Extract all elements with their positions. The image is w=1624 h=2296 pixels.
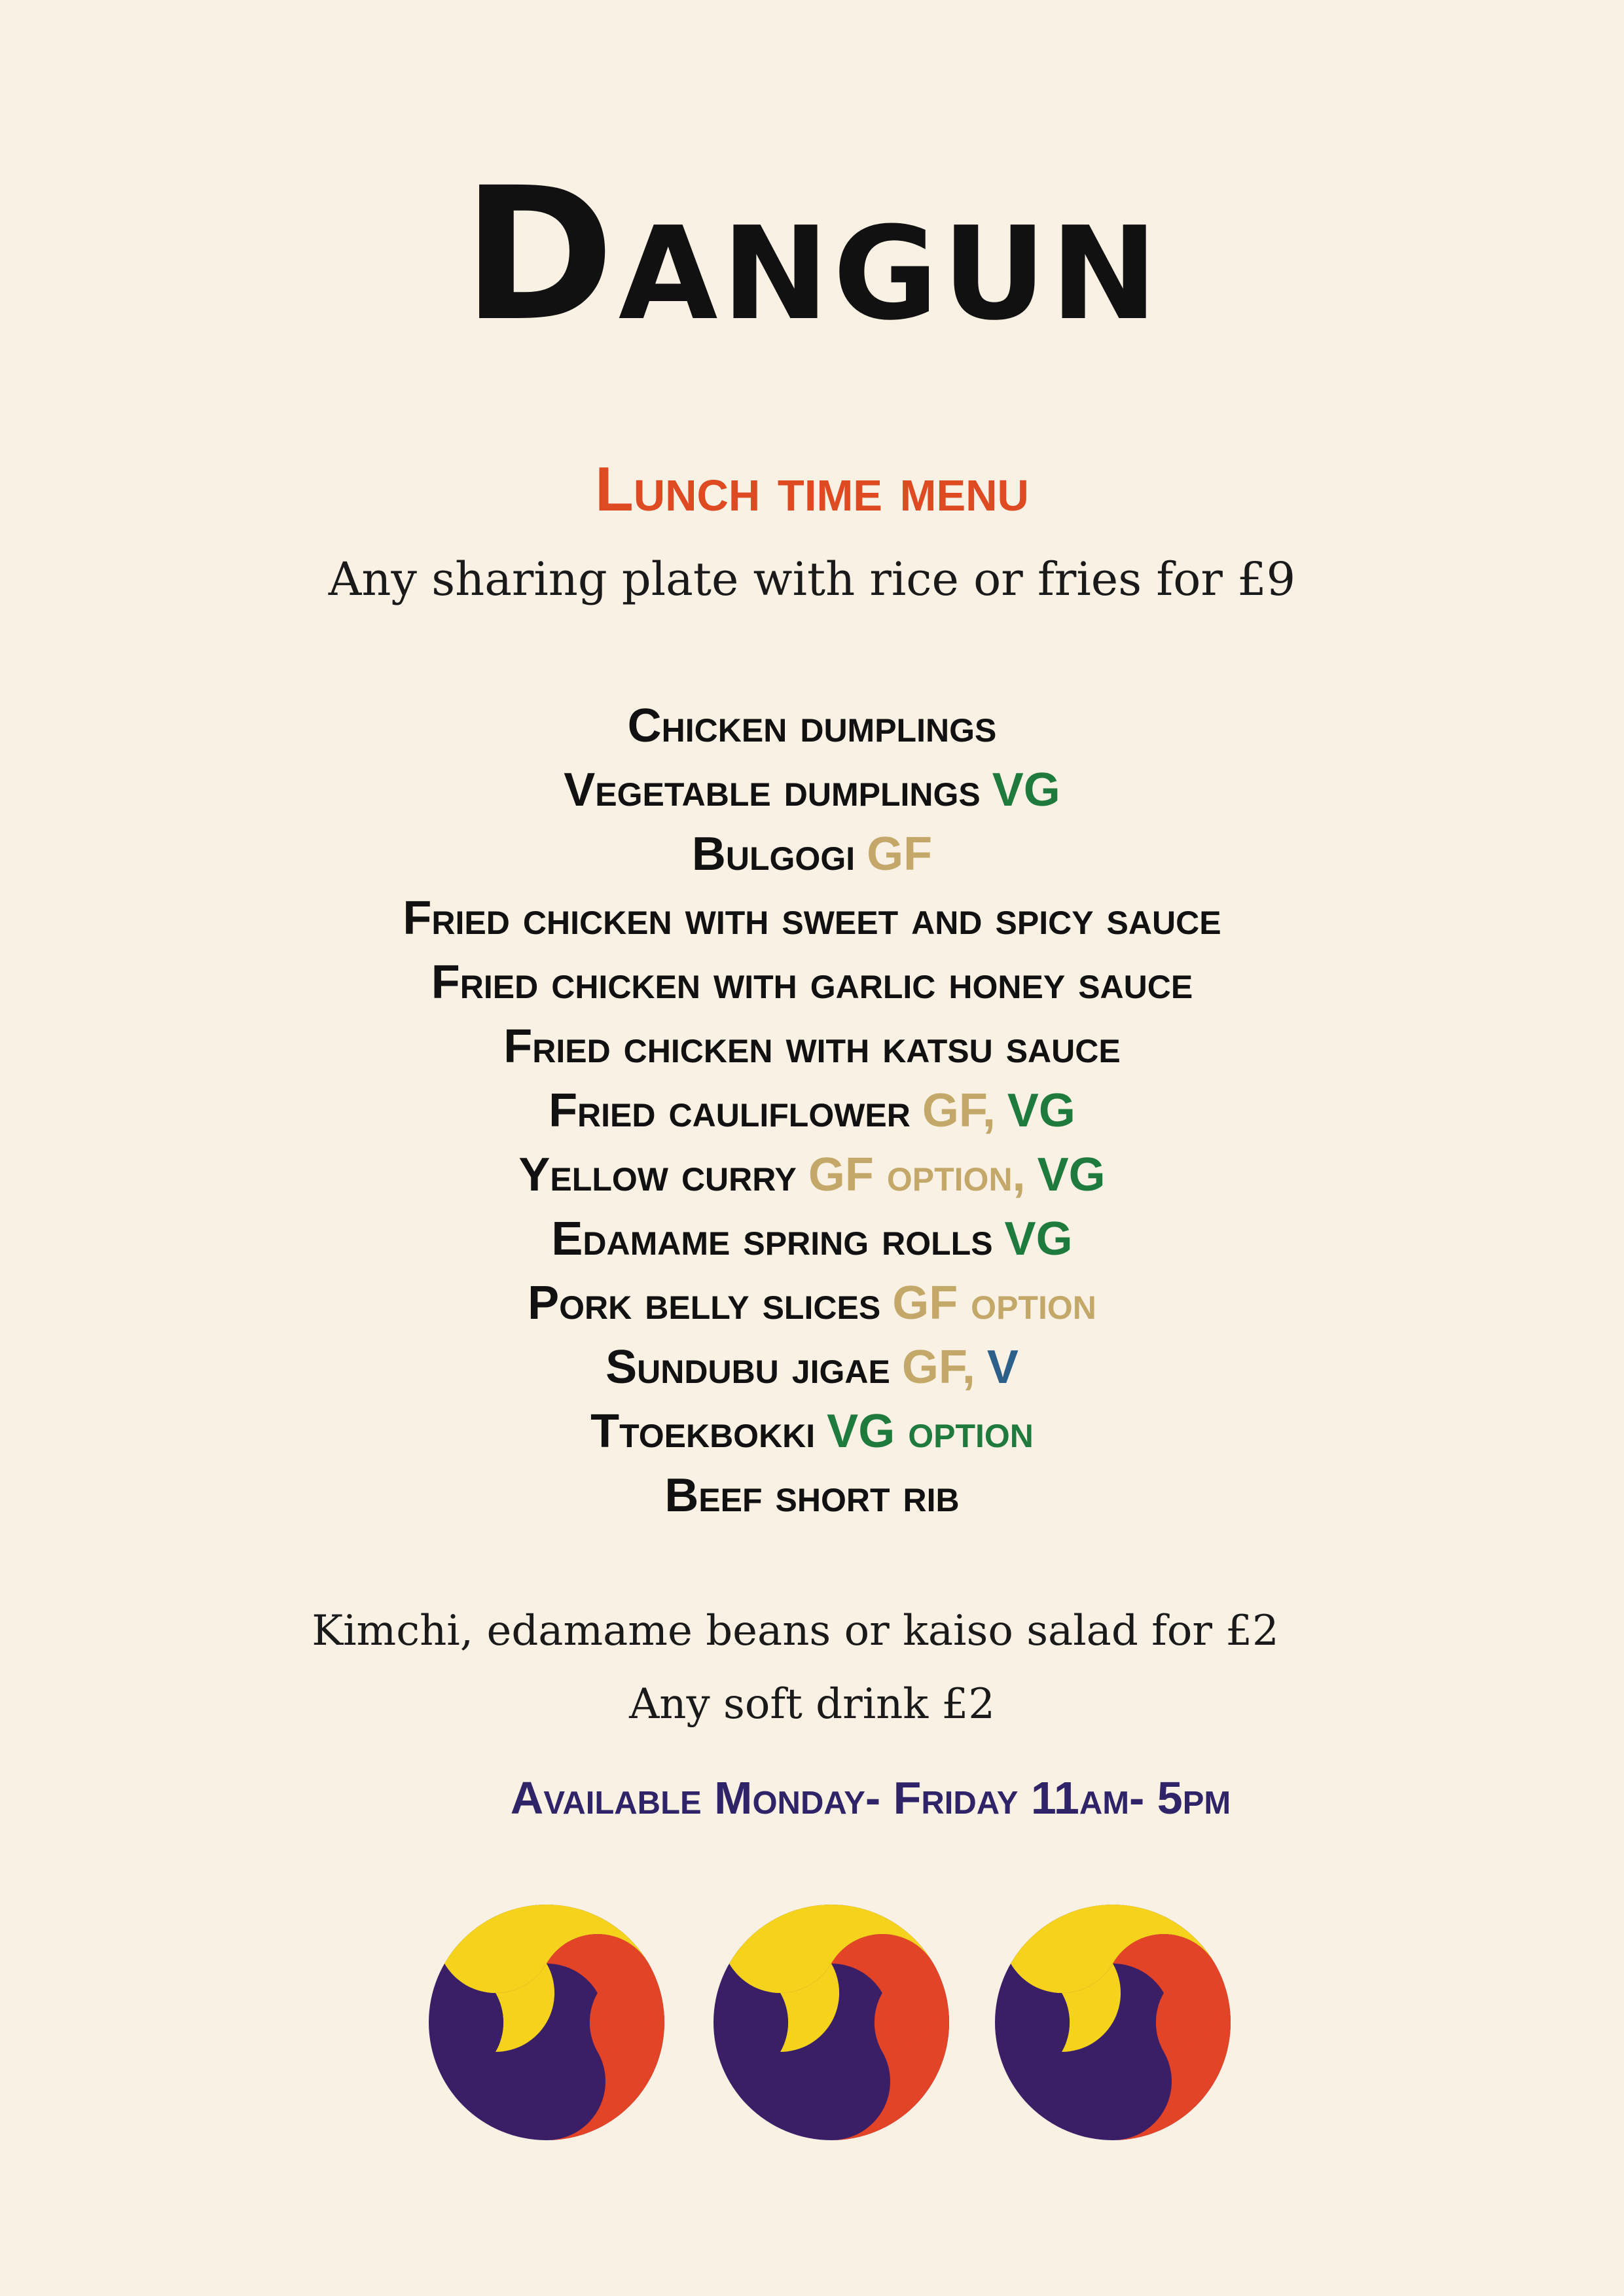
menu-item xyxy=(0,950,1624,1014)
menu-item-name: Sundubu jigae xyxy=(605,1341,890,1393)
dietary-tag-gf: GF option xyxy=(892,1277,1096,1329)
dietary-tag-vg: VG option xyxy=(827,1405,1034,1458)
menu-item xyxy=(0,1014,1624,1079)
restaurant-title: Dangun xyxy=(462,149,1162,362)
deal-text: Any sharing plate with rice or fries for £9 xyxy=(328,552,1296,606)
sam-taegeuk-icon xyxy=(429,1905,664,2140)
dietary-tag-v: V xyxy=(986,1341,1019,1393)
menu-item-name: Beef short rib xyxy=(664,1469,960,1522)
dietary-tag-gf: GF, xyxy=(922,1085,996,1137)
menu-item-name: Fried chicken with garlic honey sauce xyxy=(431,956,1193,1009)
menu-item xyxy=(0,1207,1624,1271)
drink-offer: Any soft drink £2 xyxy=(629,1680,995,1729)
taegeuk-emblem-3 xyxy=(995,1905,1231,2140)
menu-item xyxy=(0,1271,1624,1335)
menu-item-name: Edamame spring rolls xyxy=(551,1213,993,1265)
menu-item-name: Vegetable dumplings xyxy=(564,764,981,816)
menu-item xyxy=(0,1143,1624,1207)
menu-item xyxy=(0,1463,1624,1528)
dietary-tag-vg: VG xyxy=(992,764,1060,816)
menu-item-name: Fried cauliflower xyxy=(549,1085,911,1137)
menu-item xyxy=(0,758,1624,822)
menu-item xyxy=(0,1335,1624,1399)
menu-subtitle: Lunch time menu xyxy=(595,454,1029,524)
dietary-tag-gf: GF, xyxy=(901,1341,975,1393)
taegeuk-emblem-2 xyxy=(713,1905,949,2140)
menu-list xyxy=(0,694,1624,1528)
menu-item-name: Yellow curry xyxy=(518,1149,797,1201)
dietary-tag-vg: VG xyxy=(1037,1149,1106,1201)
dietary-tag-gf: GF xyxy=(867,828,933,880)
menu-item-name: Fried chicken with sweet and spicy sauce xyxy=(403,892,1221,944)
menu-item-name: Bulgogi xyxy=(691,828,856,880)
menu-item xyxy=(0,1399,1624,1463)
taegeuk-emblem-1 xyxy=(429,1905,664,2140)
dietary-tag-gf: GF option, xyxy=(808,1149,1026,1201)
sam-taegeuk-icon xyxy=(995,1905,1231,2140)
dietary-tag-vg: VG xyxy=(1007,1085,1075,1137)
menu-item xyxy=(0,886,1624,950)
menu-item xyxy=(0,822,1624,886)
availability-text: Available Monday- Friday 11am- 5pm xyxy=(510,1772,1231,1823)
menu-item-name: Ttoekbokki xyxy=(590,1405,816,1458)
menu-item-name: Fried chicken with katsu sauce xyxy=(503,1020,1121,1073)
menu-item-name: Pork belly slices xyxy=(528,1277,881,1329)
sides-offer: Kimchi, edamame beans or kaiso salad for £2 xyxy=(312,1607,1279,1655)
dietary-tag-vg: VG xyxy=(1004,1213,1073,1265)
menu-item-name: Chicken dumplings xyxy=(627,700,997,752)
sam-taegeuk-icon xyxy=(713,1905,949,2140)
menu-item xyxy=(0,694,1624,758)
menu-item xyxy=(0,1079,1624,1143)
